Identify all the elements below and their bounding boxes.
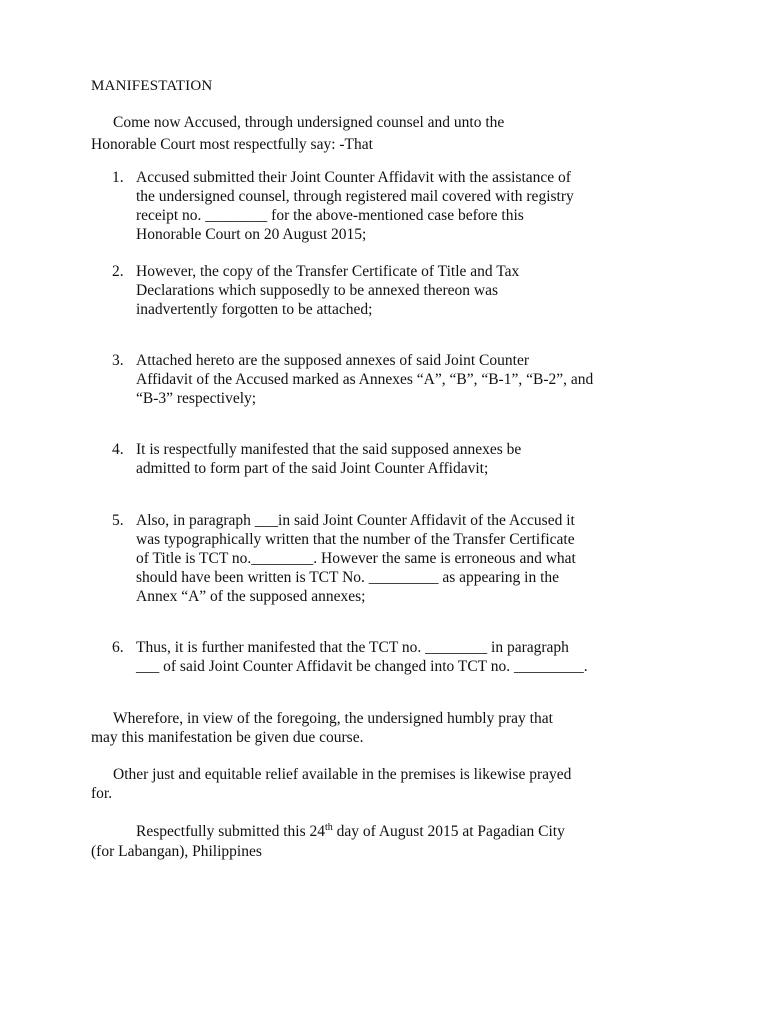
list-item: [112, 168, 682, 244]
closing-text: Respectfully submitted this 24: [136, 823, 325, 840]
list-item-line: should have been written is TCT No. _________ as appearing in the: [136, 569, 560, 586]
list-item-line: admitted to form part of the said Joint Counter Affidavit;: [136, 460, 489, 477]
list-item-text: [136, 440, 682, 478]
list-item-text: [136, 262, 682, 319]
list-item-line: receipt no. ________ for the above-mentioned case before this: [136, 207, 524, 224]
list-item-line: of Title is TCT no.________. However the same is erroneous and what: [136, 550, 576, 567]
paragraph-line: Wherefore, in view of the foregoing, the undersigned humbly pray that: [113, 710, 553, 727]
intro-paragraph: [91, 112, 691, 156]
paragraph-line: for.: [91, 785, 113, 802]
list-item-number: 2.: [112, 263, 124, 280]
closing-text: day of August 2015 at Pagadian City: [332, 823, 565, 840]
list-item-line: Thus, it is further manifested that the TCT no. ________ in paragraph: [136, 639, 569, 656]
list-item-line: Affidavit of the Accused marked as Annexes “A”, “B”, “B-1”, “B-2”, and: [136, 371, 594, 388]
other-relief-paragraph: [91, 765, 691, 803]
closing-line: (for Labangan), Philippines: [91, 843, 262, 860]
list-item-number: 5.: [112, 512, 124, 529]
list-item-number: 4.: [112, 441, 124, 458]
list-item-line: Honorable Court on 20 August 2015;: [136, 226, 367, 243]
intro-line: Honorable Court most respectfully say: -That: [91, 136, 373, 153]
paragraph-line: may this manifestation be given due course.: [91, 729, 364, 746]
list-item-text: [136, 168, 682, 244]
list-item-line: Also, in paragraph ___in said Joint Counter Affidavit of the Accused it: [136, 512, 575, 529]
list-item: [112, 262, 682, 319]
list-item: [112, 511, 682, 606]
list-item-line: Annex “A” of the supposed annexes;: [136, 588, 366, 605]
list-item-line: ___ of said Joint Counter Affidavit be changed into TCT no. _________.: [136, 658, 588, 675]
list-item-text: [136, 511, 682, 606]
list-item-line: Declarations which supposedly to be annexed thereon was: [136, 282, 498, 299]
list-item: [112, 638, 682, 676]
list-item-text: [136, 351, 682, 408]
list-item-number: 6.: [112, 639, 124, 656]
list-item: [112, 440, 682, 478]
closing-paragraph: [91, 822, 711, 862]
list-item-line: Attached hereto are the supposed annexes of said Joint Counter: [136, 352, 529, 369]
closing-line: [91, 822, 711, 842]
paragraph-line: Other just and equitable relief available in the premises is likewise prayed: [113, 766, 572, 783]
list-item-line: inadvertently forgotten to be attached;: [136, 301, 373, 318]
list-item-number: 3.: [112, 352, 124, 369]
intro-line: Come now Accused, through undersigned counsel and unto the: [113, 114, 505, 131]
list-item: [112, 351, 682, 408]
ordinal-suffix: th: [325, 821, 333, 833]
list-item-line: However, the copy of the Transfer Certificate of Title and Tax: [136, 263, 520, 280]
wherefore-paragraph: [91, 709, 691, 747]
list-item-line: “B-3” respectively;: [136, 390, 257, 407]
document-title: MANIFESTATION: [91, 78, 213, 94]
list-item-line: It is respectfully manifested that the said supposed annexes be: [136, 441, 522, 458]
list-item-text: [136, 638, 682, 676]
list-item-line: the undersigned counsel, through registered mail covered with registry: [136, 188, 574, 205]
list-item-line: Accused submitted their Joint Counter Affidavit with the assistance of: [136, 169, 571, 186]
list-item-number: 1.: [112, 169, 124, 186]
list-item-line: was typographically written that the number of the Transfer Certificate: [136, 531, 575, 548]
